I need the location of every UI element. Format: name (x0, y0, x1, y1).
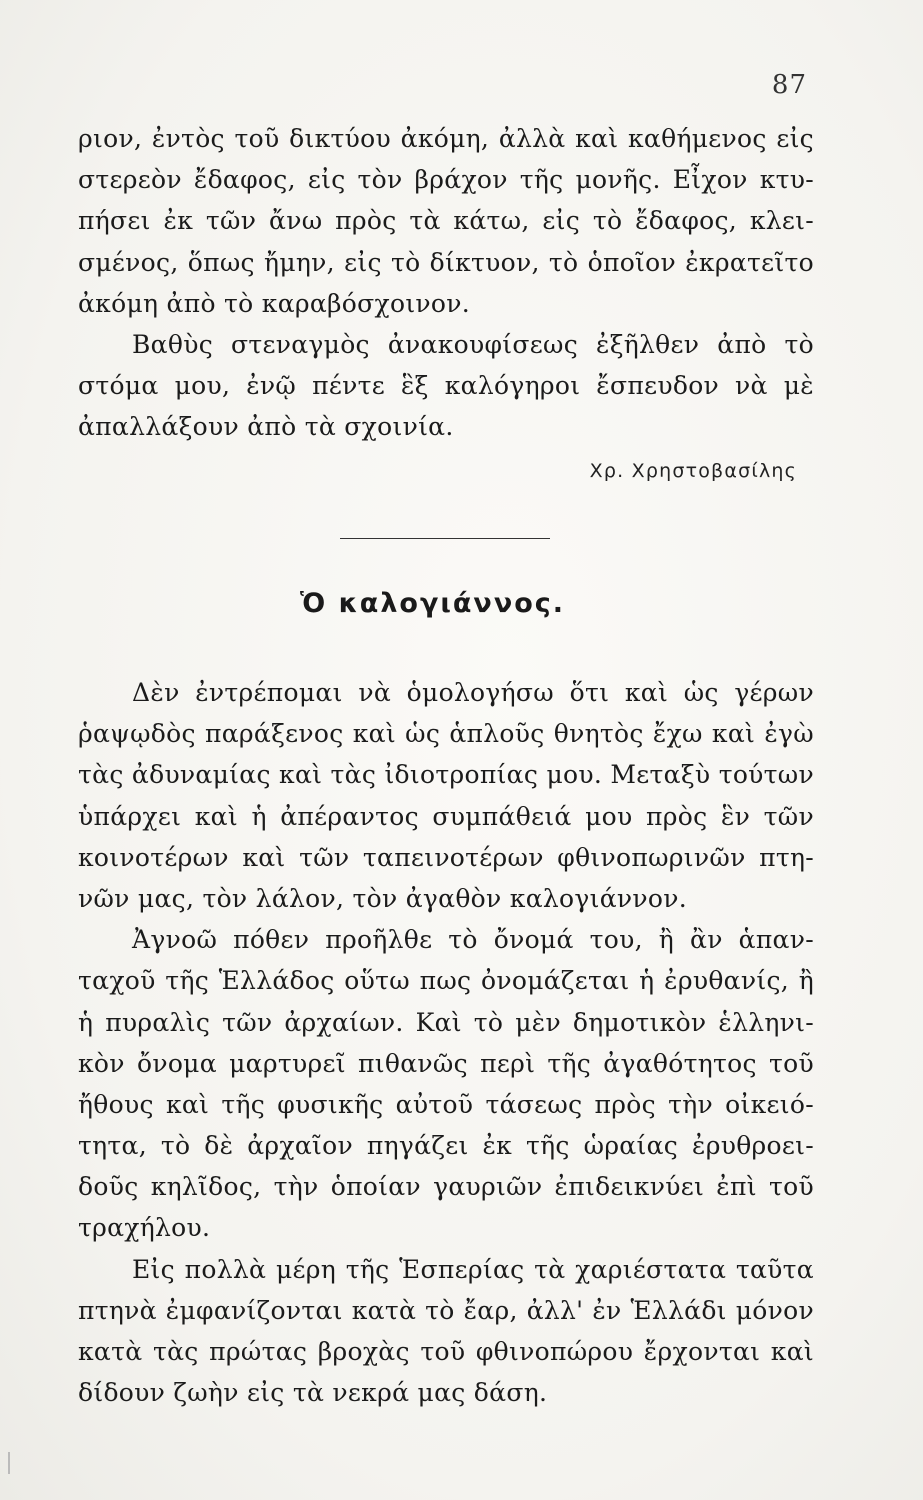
text-line: ῥαψῳδὸς παράξενος καὶ ὡς ἁπλοῦς θνητὸς ἔχω καὶ ἐγὼ (78, 719, 814, 749)
text-line: στόμα μου, ἐνῷ πέντε ἓξ καλόγηροι ἔσπευδον νὰ μὲ (78, 371, 814, 401)
text-block-lower (78, 672, 814, 1413)
text-line: Δὲν ἐντρέπομαι νὰ ὁμολογήσω ὅτι καὶ ὡς γέρων (132, 678, 814, 707)
text-line: ἀκόμη ἀπὸ τὸ καραβόσχοινον. (78, 288, 471, 318)
section-divider (340, 538, 550, 539)
author-signature: Χρ. Χρηστοβασίλης (589, 460, 797, 482)
text-line: Βαθὺς στεναγμὸς ἀνακουφίσεως ἐξῆλθεν ἀπὸ τὸ (132, 329, 814, 359)
text-line: κὸν ὄνομα μαρτυρεῖ πιθανῶς περὶ τῆς ἀγαθότητος τοῦ (78, 1048, 814, 1078)
text-line: σμένος, ὅπως ἤμην, εἰς τὸ δίκτυον, τὸ ὁποῖον ἐκρατεῖτο (78, 247, 814, 277)
text-line: Ἀγνοῶ πόθεν προῆλθε τὸ ὄνομά του, ἢ ἂν ἁπαν- (132, 925, 814, 955)
text-line: πτηνὰ ἐμφανίζονται κατὰ τὸ ἔαρ, ἀλλ' ἐν Ἑλλάδι μόνον (78, 1295, 814, 1325)
text-line: δίδουν ζωὴν εἰς τὰ νεκρά μας δάση. (78, 1378, 548, 1408)
text-line: τητα, τὸ δὲ ἀρχαῖον πηγάζει ἐκ τῆς ὡραίας ἐρυθροει- (78, 1131, 814, 1161)
margin-mark (8, 1452, 10, 1474)
text-line: ταχοῦ τῆς Ἑλλάδος οὕτω πως ὀνομάζεται ἡ ἐρυθανίς, ἢ (78, 966, 814, 996)
text-line: ριον, ἐντὸς τοῦ δικτύου ἀκόμη, ἀλλὰ καὶ καθήμενος εἰς (78, 124, 814, 153)
text-line: δοῦς κηλῖδος, τὴν ὁποίαν γαυριῶν ἐπιδεικνύει ἐπὶ τοῦ (78, 1172, 814, 1202)
text-line: νῶν μας, τὸν λάλον, τὸν ἀγαθὸν καλογιάννον. (78, 883, 687, 913)
text-line: κοινοτέρων καὶ τῶν ταπεινοτέρων φθινοπωρινῶν πτη- (78, 842, 814, 872)
text-line: τραχήλου. (78, 1213, 211, 1243)
text-line: τὰς ἀδυναμίας καὶ τὰς ἰδιοτροπίας μου. Μεταξὺ τούτων (78, 760, 814, 790)
text-line: ἀπαλλάξουν ἀπὸ τὰ σχοινία. (78, 412, 454, 442)
text-line: κατὰ τὰς πρώτας βροχὰς τοῦ φθινοπώρου ἔρχονται καὶ (78, 1337, 814, 1366)
section-title: Ὁ καλογιάννος. (300, 588, 566, 619)
text-line: ὑπάρχει καὶ ἡ ἀπέραντος συμπάθειά μου πρὸς ἓν τῶν (78, 801, 814, 831)
text-line: ἤθους καὶ τῆς φυσικῆς αὐτοῦ τάσεως πρὸς τὴν οἰκειό- (78, 1089, 814, 1119)
text-line: στερεὸν ἔδαφος, εἰς τὸν βράχον τῆς μονῆς. Εἶχον κτυ- (78, 165, 814, 195)
text-line: πήσει ἐκ τῶν ἄνω πρὸς τὰ κάτω, εἰς τὸ ἔδαφος, κλει- (78, 206, 814, 236)
text-block-upper (78, 118, 814, 448)
text-line: Εἰς πολλὰ μέρη τῆς Ἑσπερίας τὰ χαριέστατα ταῦτα (132, 1254, 814, 1284)
text-line: ἡ πυραλὶς τῶν ἀρχαίων. Καὶ τὸ μὲν δημοτικὸν ἑλληνι- (78, 1007, 814, 1037)
page-number: 87 (771, 70, 807, 100)
